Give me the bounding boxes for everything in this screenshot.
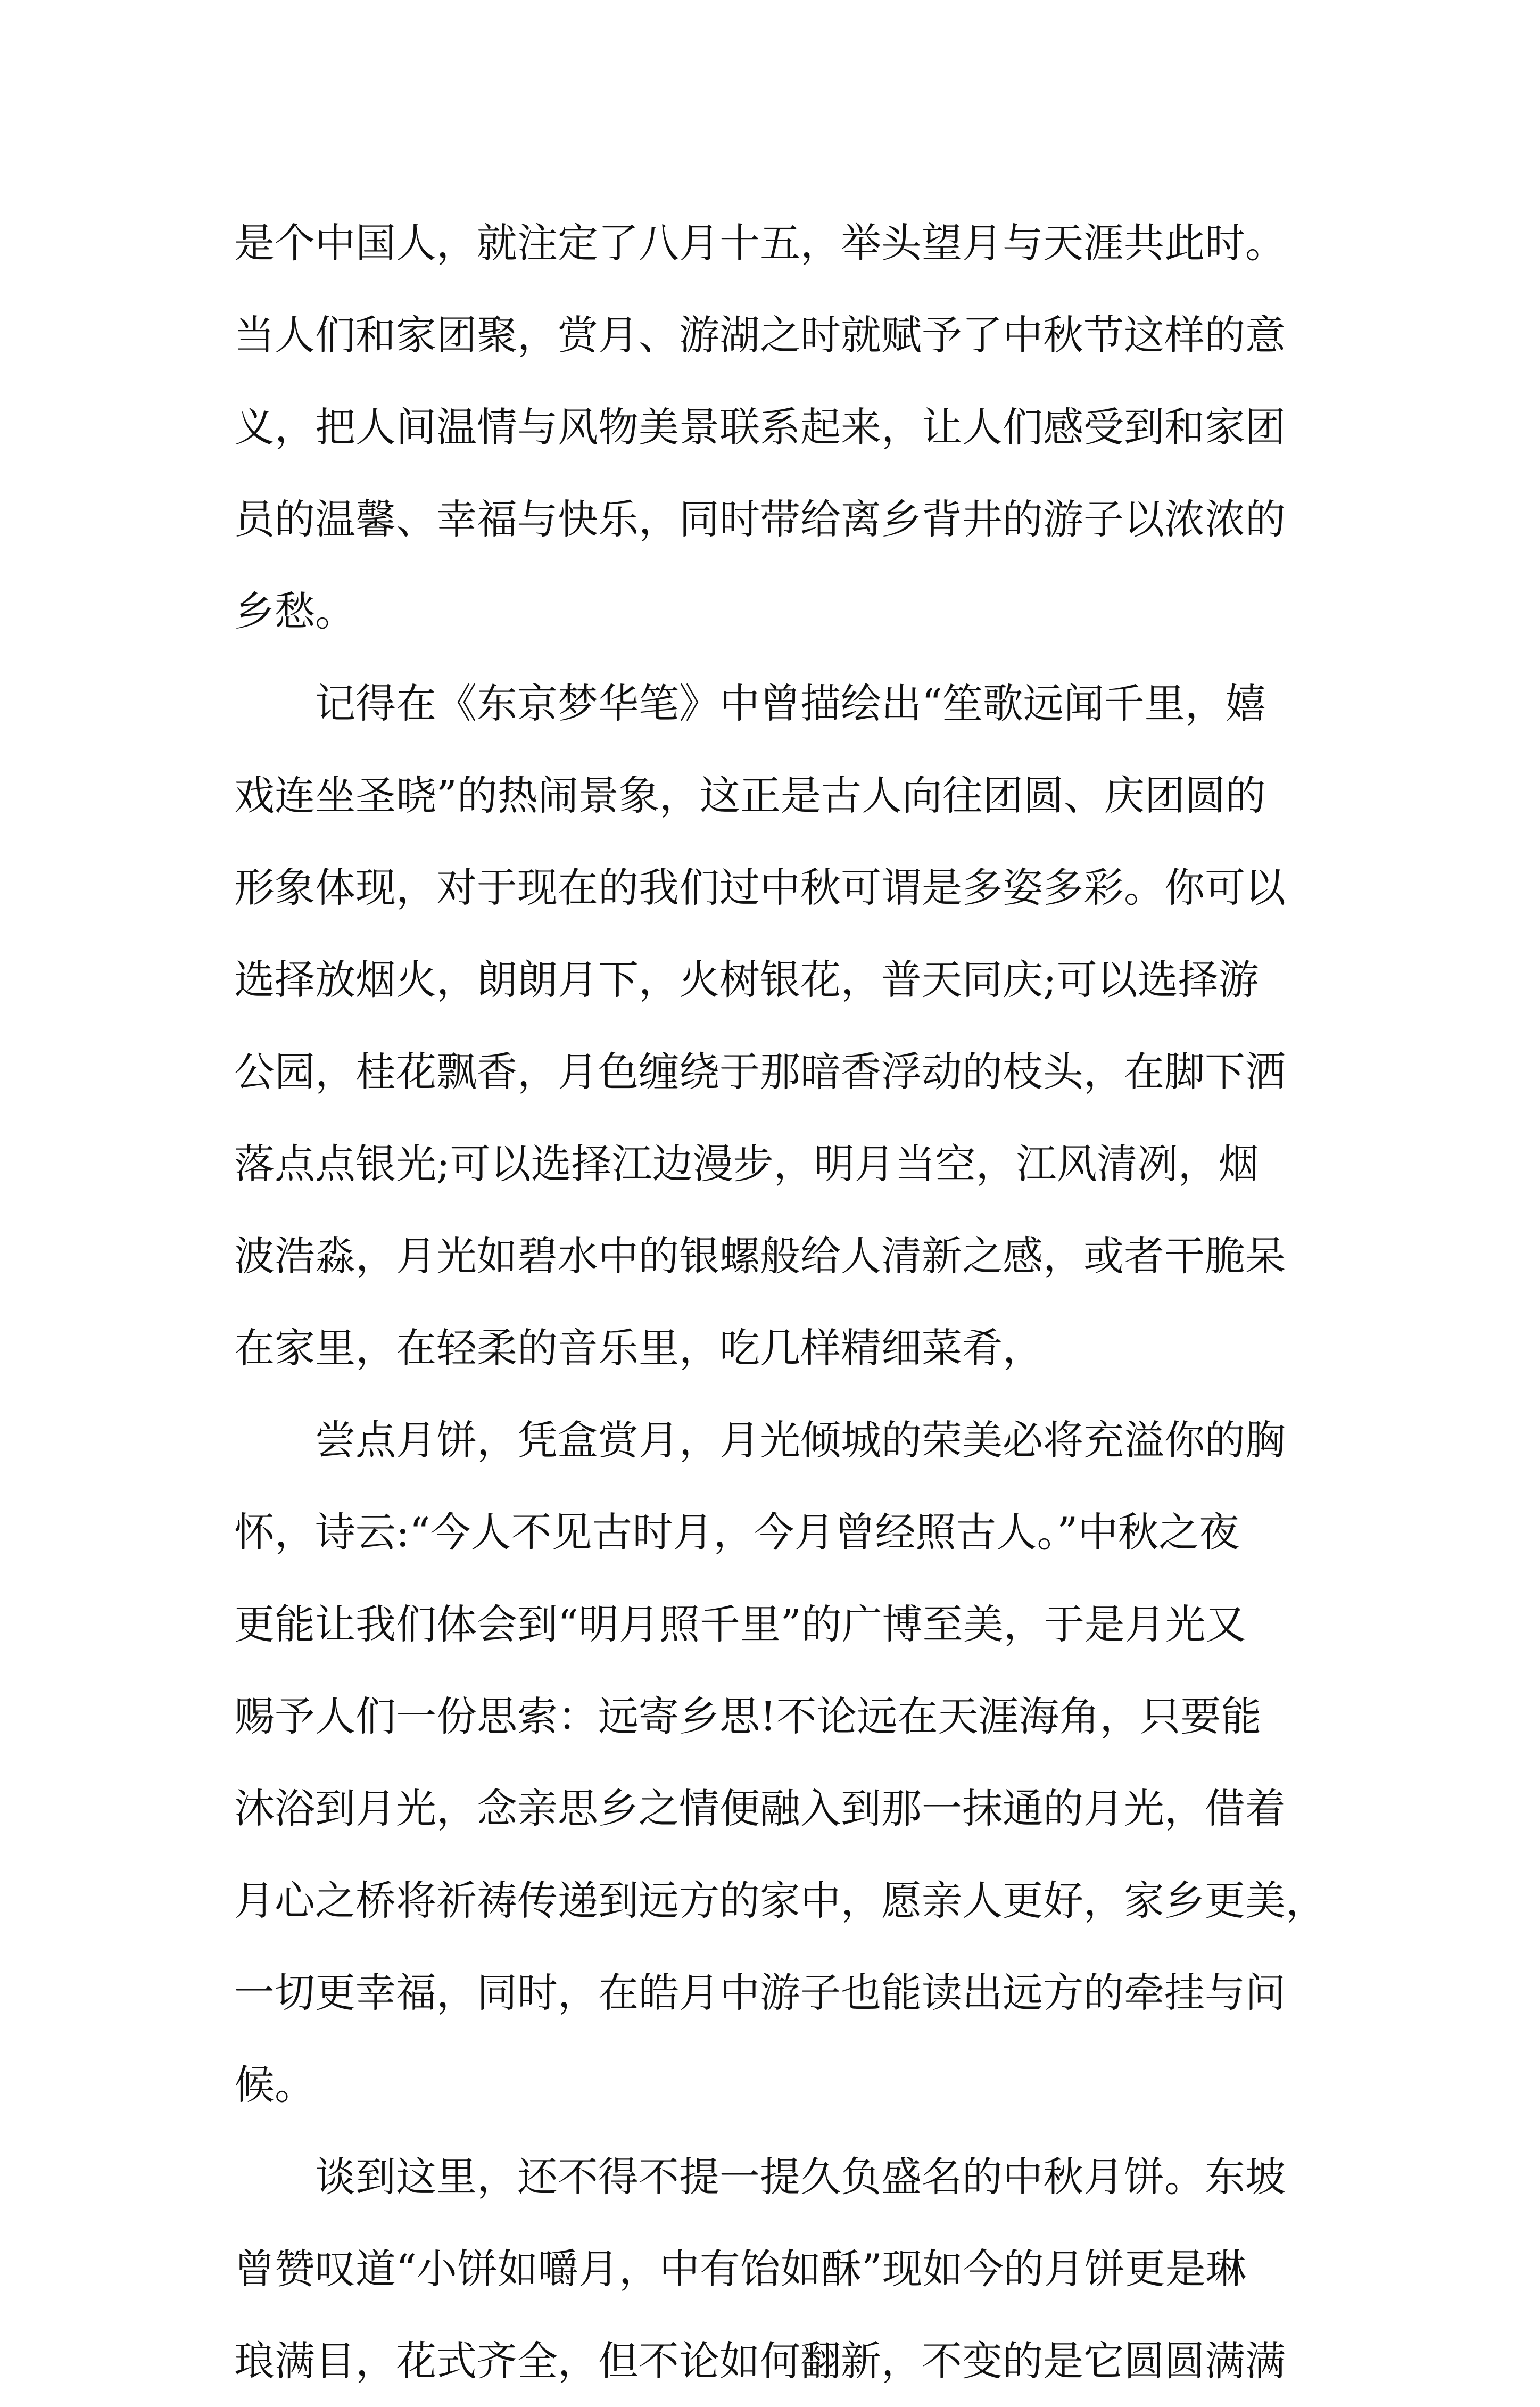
text-line: 选择放烟火，朗朗月下，火树银花，普天同庆;可以选择游 (234, 956, 1259, 1003)
text-line: 曾赞叹道“小饼如嚼月，中有饴如酥”现如今的月饼更是琳 (234, 2245, 1246, 2293)
text-line: 一切更幸福，同时，在皓月中游子也能读出远方的牵挂与问 (234, 1969, 1286, 2016)
text-line: 更能让我们体会到“明月照千里”的广博至美，于是月光又 (234, 1601, 1246, 1648)
text-line: 沐浴到月光，念亲思乡之情便融入到那一抹通的月光，借着 (234, 1785, 1286, 1832)
text-line: 公园，桂花飘香，月色缠绕于那暗香浮动的枝头，在脚下洒 (234, 1048, 1286, 1095)
text-line: 月心之桥将祈祷传递到远方的家中，愿亲人更好，家乡更美， (234, 1877, 1326, 1924)
text-line: 当人们和家团聚，赏月、游湖之时就赋予了中秋节这样的意 (234, 311, 1286, 359)
text-line: 落点点银光;可以选择江边漫步，明月当空，江风清冽，烟 (234, 1140, 1259, 1188)
text-line: 候。 (234, 2061, 315, 2108)
text-line: 在家里，在轻柔的音乐里，吃几样精细菜肴， (234, 1324, 1043, 1372)
text-line: 形象体现，对于现在的我们过中秋可谓是多姿多彩。你可以 (234, 864, 1286, 911)
text-line: 乡愁。 (234, 588, 355, 635)
text-line: 怀，诗云:“今人不见古时月，今月曾经照古人。”中秋之夜 (234, 1509, 1240, 1556)
text-line: 琅满目，花式齐全，但不论如何翻新，不变的是它圆圆满满 (234, 2337, 1286, 2385)
text-line: 义，把人间温情与风物美景联系起来，让人们感受到和家团 (234, 403, 1286, 451)
text-line: 戏连坐圣晓”的热闹景象，这正是古人向往团圆、庆团圆的 (234, 772, 1266, 819)
paragraph-first-line: 尝点月饼，凭盒赏月，月光倾城的荣美必将充溢你的胸 (315, 1416, 1286, 1464)
text-line: 波浩淼，月光如碧水中的银螺般给人清新之感，或者干脆呆 (234, 1232, 1286, 1280)
text-line: 赐予人们一份思索：远寄乡思!不论远在天涯海角，只要能 (234, 1693, 1262, 1740)
paragraph-first-line: 谈到这里，还不得不提一提久负盛名的中秋月饼。东坡 (315, 2153, 1286, 2200)
text-line: 员的温馨、幸福与快乐，同时带给离乡背井的游子以浓浓的 (234, 496, 1286, 543)
body-text (234, 197, 1326, 2407)
text-line: 是个中国人，就注定了八月十五，举头望月与天涯共此时。 (234, 219, 1286, 267)
paragraph-first-line: 记得在《东京梦华笔》中曾描绘出“笙歌远闻千里，嬉 (315, 680, 1266, 727)
